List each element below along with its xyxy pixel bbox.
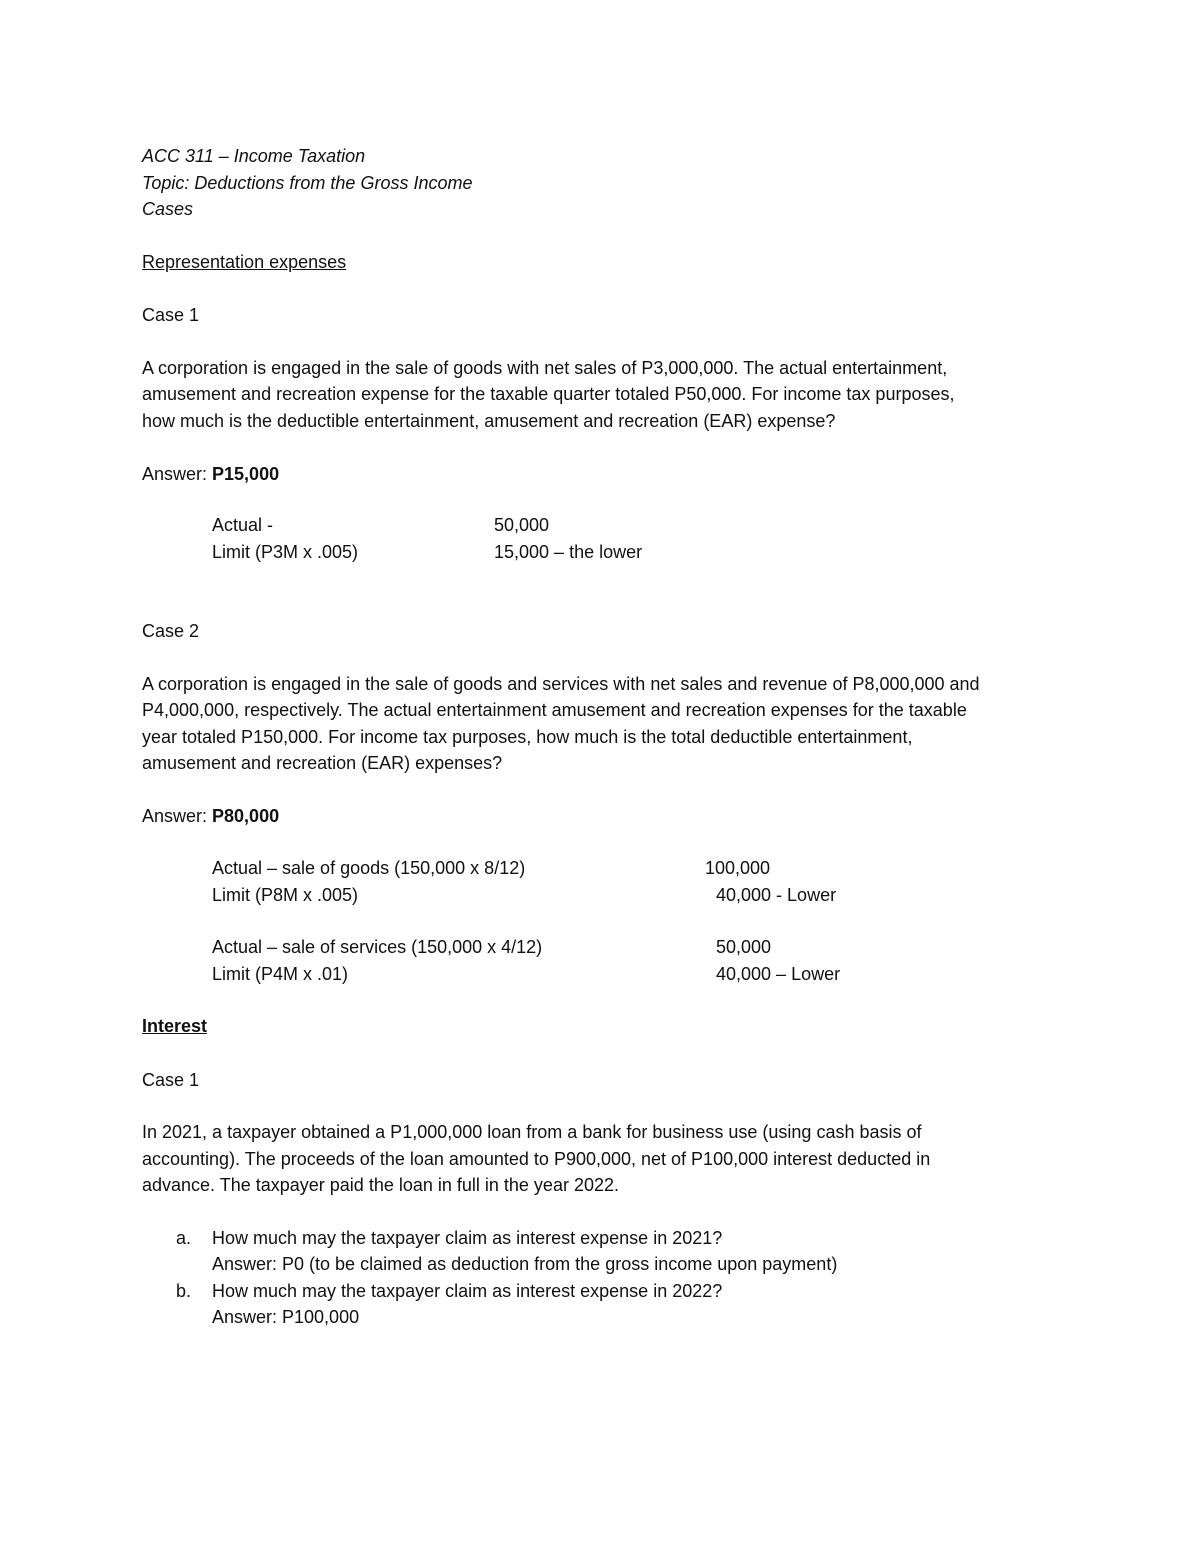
paragraph-line: how much is the deductible entertainment, amusement and recreation (EAR) expense? (142, 411, 836, 431)
computation-label: Actual – sale of services (150,000 x 4/12) (212, 937, 543, 957)
list-question: How much may the taxpayer claim as interest expense in 2021? (212, 1228, 723, 1248)
answer-prefix: Answer: (142, 806, 213, 826)
list-marker: a. (176, 1228, 192, 1248)
answer-prefix: Answer: (142, 464, 213, 484)
paragraph-line: advance. The taxpayer paid the loan in full in the year 2022. (142, 1175, 619, 1195)
topic-title: Topic: Deductions from the Gross Income (142, 173, 473, 193)
answer-line (142, 805, 279, 827)
paragraph-line: In 2021, a taxpayer obtained a P1,000,000 loan from a bank for business use (using cash basis of (142, 1122, 922, 1142)
computation-label: Actual – sale of goods (150,000 x 8/12) (212, 858, 526, 878)
computation-value: 50,000 (716, 937, 772, 957)
paragraph-line: A corporation is engaged in the sale of goods and services with net sales and revenue of P8,000,000 and (142, 674, 980, 694)
paragraph-line: P4,000,000, respectively. The actual entertainment amusement and recreation expenses for the taxable (142, 700, 967, 720)
computation-value: 15,000 – the lower (494, 542, 643, 562)
case-label: Case 2 (142, 621, 200, 641)
paragraph-line: amusement and recreation expense for the taxable quarter totaled P50,000. For income tax purposes, (142, 384, 955, 404)
paragraph-line: year totaled P150,000. For income tax purposes, how much is the total deductible entertainment, (142, 727, 913, 747)
list-answer: Answer: P0 (to be claimed as deduction from the gross income upon payment) (212, 1254, 838, 1274)
paragraph-line: A corporation is engaged in the sale of goods with net sales of P3,000,000. The actual entertainment, (142, 358, 948, 378)
list-answer: Answer: P100,000 (212, 1307, 360, 1327)
computation-value: 50,000 (494, 515, 550, 535)
computation-label: Limit (P4M x .01) (212, 964, 349, 984)
case-label: Case 1 (142, 1070, 200, 1090)
paragraph-line: amusement and recreation (EAR) expenses? (142, 753, 503, 773)
computation-label: Actual - (212, 515, 274, 535)
computation-value: 40,000 – Lower (716, 964, 841, 984)
course-title: ACC 311 – Income Taxation (142, 146, 366, 166)
section-heading-interest: Interest (142, 1016, 208, 1036)
list-question: How much may the taxpayer claim as interest expense in 2022? (212, 1281, 723, 1301)
answer-value: P80,000 (212, 806, 280, 826)
computation-label: Limit (P3M x .005) (212, 542, 359, 562)
subtitle: Cases (142, 199, 194, 219)
case-label: Case 1 (142, 305, 200, 325)
computation-value: 100,000 (705, 858, 771, 878)
paragraph-line: accounting). The proceeds of the loan amounted to P900,000, net of P100,000 interest deducted in (142, 1149, 931, 1169)
answer-line (142, 463, 279, 485)
list-marker: b. (176, 1281, 192, 1301)
answer-value: P15,000 (212, 464, 280, 484)
computation-label: Limit (P8M x .005) (212, 885, 359, 905)
section-heading-representation: Representation expenses (142, 252, 347, 272)
computation-value: 40,000 - Lower (716, 885, 837, 905)
